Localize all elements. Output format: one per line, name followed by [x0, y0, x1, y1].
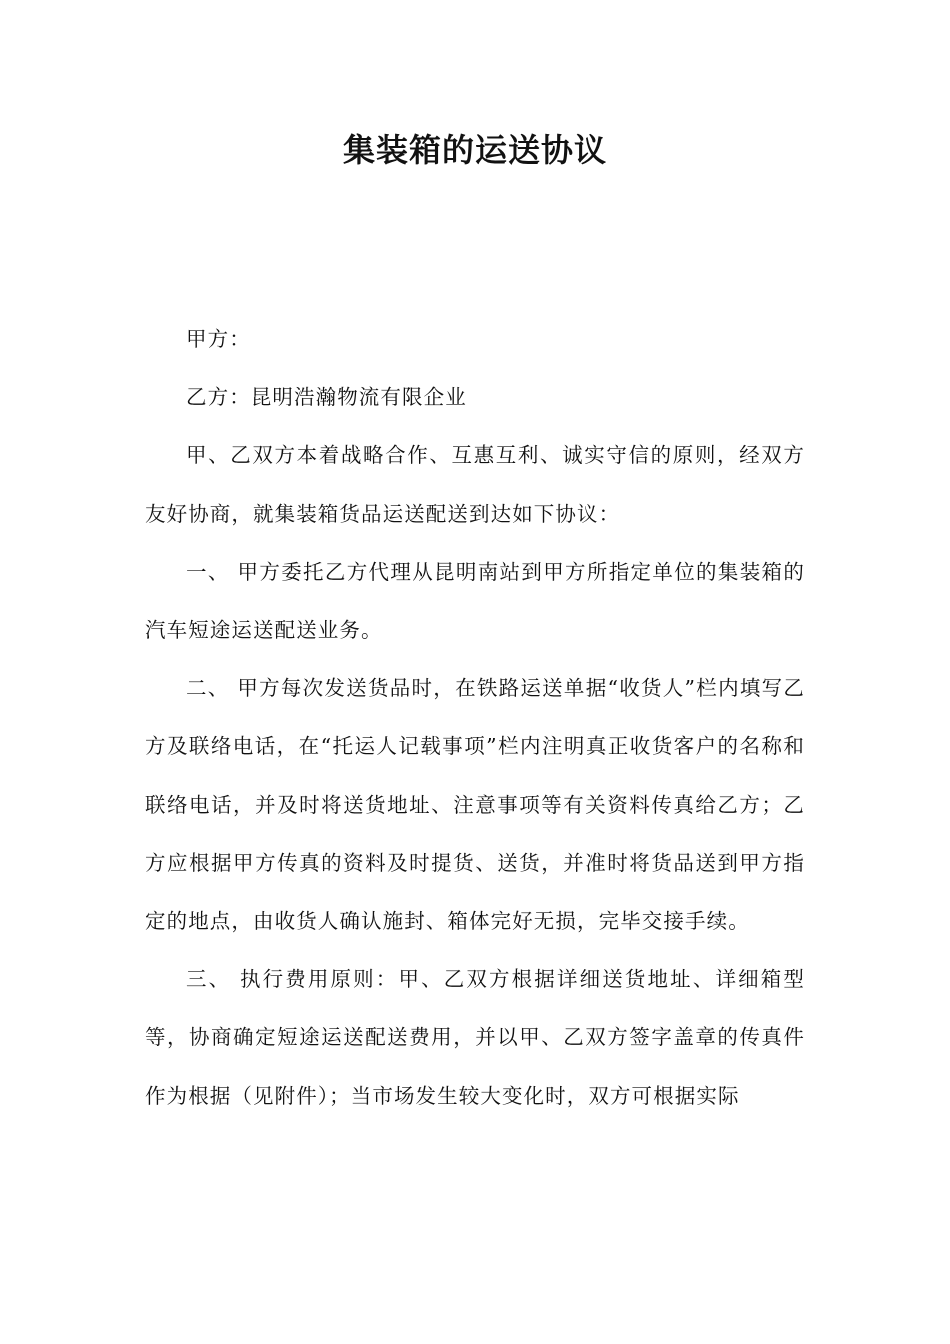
clause-paragraph-3: 三、 执行费用原则：甲、乙双方根据详细送货地址、详细箱型等，协商确定短途运送配送费用，并以甲、乙双方签字盖章的传真件作为根据（见附件）；当市场发生较大变化时，双方可根据实际	[145, 967, 805, 1108]
clause-paragraph-1: 一、 甲方委托乙方代理从昆明南站到甲方所指定单位的集装箱的汽车短途运送配送业务。	[145, 559, 805, 643]
clause-paragraph-2: 二、 甲方每次发送货品时，在铁路运送单据“收货人”栏内填写乙方及联络电话，在“托运人记载事项”栏内注明真正收货客户的名称和联络电话，并及时将送货地址、注意事项等有关资料传真给乙方；乙方应根据甲方传真的资料及时提货、送货，并准时将货品送到甲方指定的地点，由收货人确认施封、箱体完好无损，完毕交接手续。	[145, 676, 805, 934]
document-title: 集装箱的运送协议	[342, 131, 607, 169]
intro-paragraph: 甲、乙双方本着战略合作、互惠互利、诚实守信的原则，经双方友好协商，就集装箱货品运送配送到达如下协议：	[145, 443, 805, 526]
document-body	[145, 310, 805, 1125]
party-a-line: 甲方：	[186, 327, 251, 351]
party-b-line: 乙方：昆明浩瀚物流有限企业	[186, 385, 467, 410]
